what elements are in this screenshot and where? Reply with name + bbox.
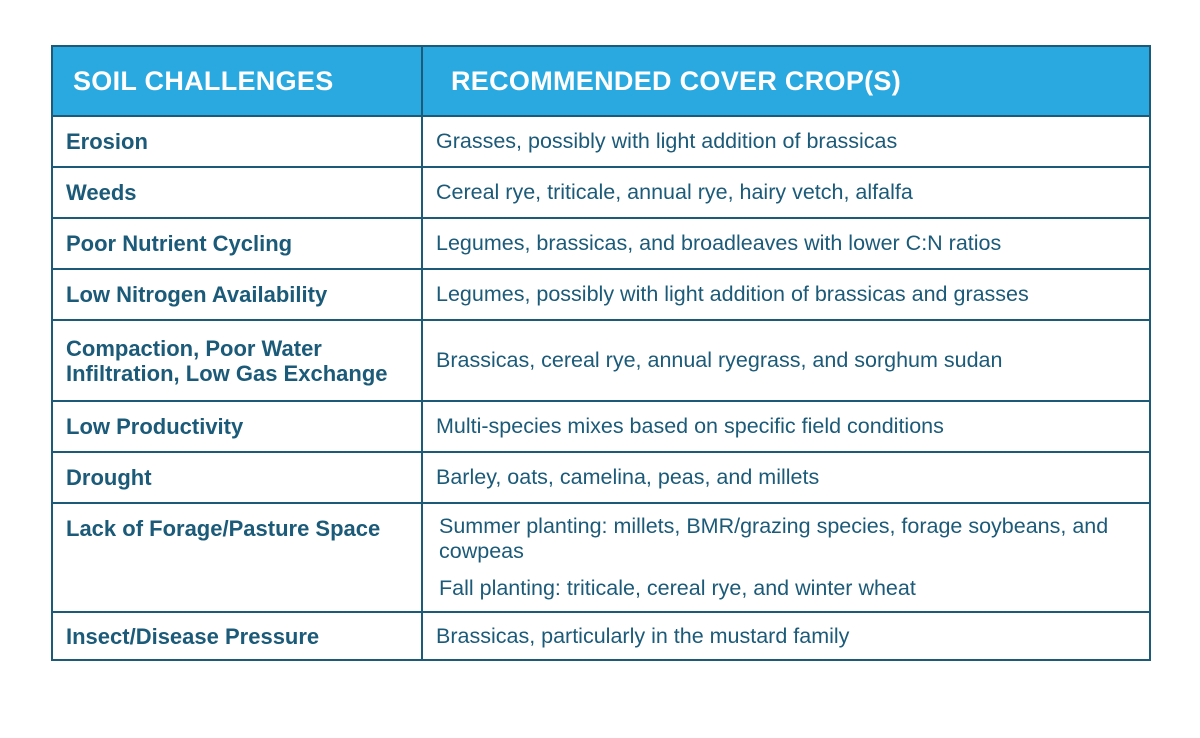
challenge-cell: Compaction, Poor Water Infiltration, Low Gas Exchange [52,320,422,401]
table-row [52,167,1150,218]
crop-cell [422,116,1150,167]
challenge-cell: Erosion [52,116,422,167]
table-row [52,320,1150,401]
crop-text-fall: Fall planting: triticale, cereal rye, and winter wheat [439,576,916,600]
cover-crop-table-container [51,45,1149,661]
table-row [52,269,1150,320]
challenge-cell: Lack of Forage/Pasture Space [52,503,422,612]
crop-text: Cereal rye, triticale, annual rye, hairy vetch, alfalfa [436,180,913,204]
crop-cell [422,503,1150,612]
table-row [52,503,1150,612]
crop-cell [422,612,1150,660]
crop-text: Brassicas, cereal rye, annual ryegrass, and sorghum sudan [436,348,1003,372]
crop-text: Multi-species mixes based on specific field conditions [436,414,944,438]
header-row [52,46,1150,116]
table-row [52,612,1150,660]
challenge-cell: Poor Nutrient Cycling [52,218,422,269]
crop-text-summer: Summer planting: millets, BMR/grazing species, forage soybeans, and cowpeas [439,514,1109,563]
header-soil-challenges: SOIL CHALLENGES [52,46,422,116]
crop-cell [422,452,1150,503]
challenge-cell: Weeds [52,167,422,218]
crop-cell [422,218,1150,269]
challenge-cell: Drought [52,452,422,503]
crop-cell [422,401,1150,452]
crop-cell [422,167,1150,218]
crop-text: Legumes, possibly with light addition of brassicas and grasses [436,282,1029,306]
crop-text: Barley, oats, camelina, peas, and millets [436,465,820,489]
crop-text: Legumes, brassicas, and broadleaves with lower C:N ratios [436,231,1002,255]
challenge-cell: Low Nitrogen Availability [52,269,422,320]
table-row [52,452,1150,503]
crop-text: Brassicas, particularly in the mustard family [436,623,850,648]
crop-text: Grasses, possibly with light addition of brassicas [436,129,898,153]
table-row [52,116,1150,167]
table-row [52,218,1150,269]
table-body [52,116,1150,660]
table-row [52,401,1150,452]
challenge-cell: Low Productivity [52,401,422,452]
table-header [52,46,1150,116]
crop-cell [422,320,1150,401]
challenge-cell: Insect/Disease Pressure [52,612,422,660]
cover-crop-table [51,45,1151,661]
crop-cell [422,269,1150,320]
header-recommended-cover-crops: RECOMMENDED COVER CROP(S) [422,46,1150,116]
